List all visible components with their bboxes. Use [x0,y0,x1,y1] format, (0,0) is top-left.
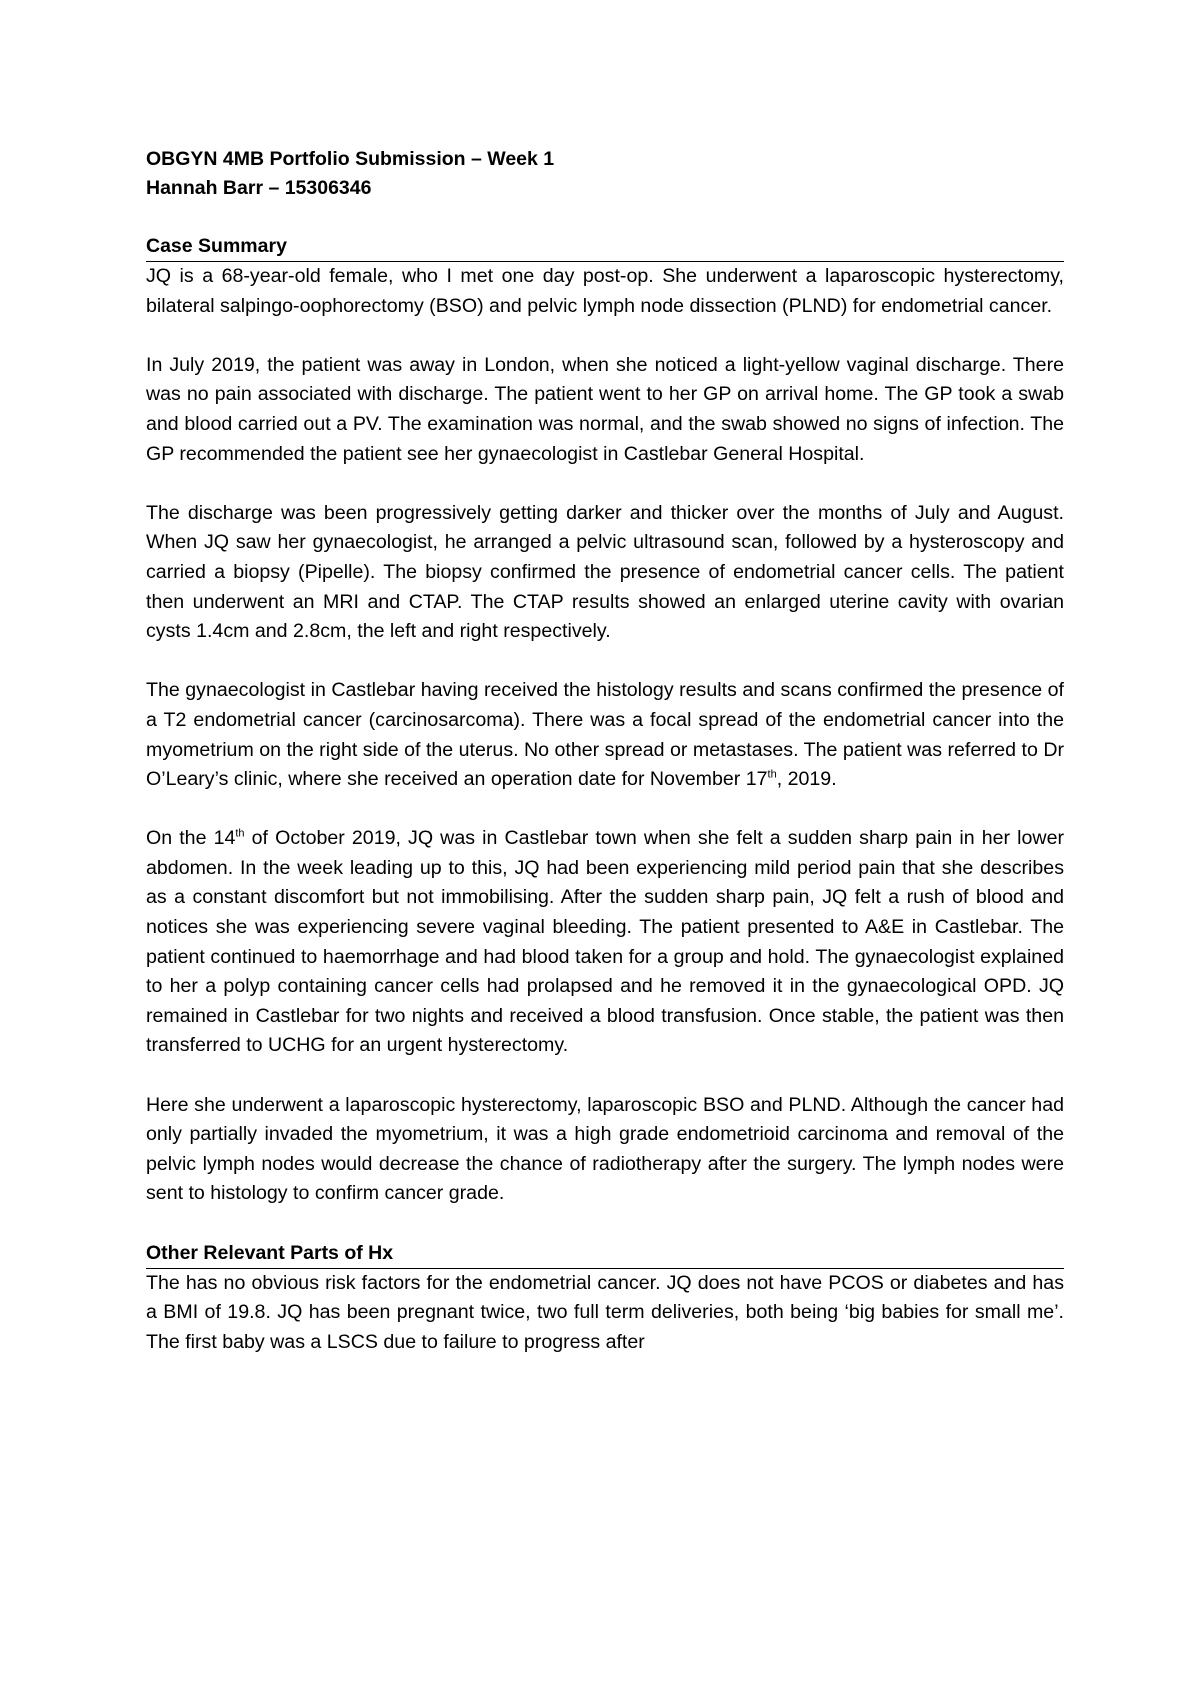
case-summary-paragraph-6: Here she underwent a laparoscopic hysterectomy, laparoscopic BSO and PLND. Although the cancer had only partially invaded the myometrium, it was a high grade endometrioid carcinoma and removal of the pelvic lymph nodes would decrease the chance of radiotherapy after the surgery. The lymph nodes were sent to histology to confirm cancer grade. [146,1093,1064,1205]
paragraph-5-start: On the 14 [146,827,236,850]
case-summary-paragraph-4 [146,676,1064,794]
paragraph-5-text: of October 2019, JQ was in Castlebar town when she felt a sudden sharp pain in her lower abdomen. In the week leading up to this, JQ had been experiencing mild period pain that she describes as a constant discomfort but not immobilising. After the sudden sharp pain, JQ felt a rush of blood and notices she was experiencing severe vaginal bleeding. The patient presented to A&E in Castlebar. The patient continued to haemorrhage and had blood taken for a group and hold. The gynaecologist explained to her a polyp containing cancer cells had prolapsed and he removed it in the gynaecological OPD. JQ remained in Castlebar for two nights and received a blood transfusion. Once stable, the patient was then transferred to UCHG for an urgent hysterectomy. [146,827,1064,1057]
paragraph-4-end: , 2019. [776,768,837,791]
case-summary-paragraph-3: The discharge was been progressively getting darker and thicker over the months of July and August. When JQ saw her gynaecologist, he arranged a pelvic ultrasound scan, followed by a hysteroscopy and carried a biopsy (Pipelle). The biopsy confirmed the presence of endometrial cancer cells. The patient then underwent an MRI and CTAP. The CTAP results showed an enlarged uterine cavity with ovarian cysts 1.4cm and 2.8cm, the left and right respectively. [146,501,1064,643]
ordinal-superscript: th [235,827,245,840]
paragraph-4-text: The gynaecologist in Castlebar having received the histology results and scans confirmed the presence of a T2 endometrial cancer (carcinosarcoma). There was a focal spread of the endometrial cancer into the myometrium on the right side of the uterus. No other spread or metastases. The patient was referred to Dr O’Leary’s clinic, where she received an operation date for November 17 [146,679,1064,791]
case-summary-paragraph-1: JQ is a 68-year-old female, who I met one day post-op. She underwent a laparoscopic hysterectomy, bilateral salpingo-oophorectomy (BSO) and pelvic lymph node dissection (PLND) for endometrial cancer. [146,265,1064,317]
case-summary-heading: Case Summary [146,232,1064,262]
document-content [146,145,1064,1357]
other-hx-paragraph-1: The has no obvious risk factors for the endometrial cancer. JQ does not have PCOS or diabetes and has a BMI of 19.8. JQ has been pregnant twice, two full term deliveries, both being ‘big babies for small me’. The first baby was a LSCS due to failure to progress after [146,1271,1064,1353]
author-line: Hannah Barr – 15306346 [146,177,372,199]
document-title: OBGYN 4MB Portfolio Submission – Week 1 [146,148,555,170]
other-hx-heading: Other Relevant Parts of Hx [146,1239,1064,1269]
ordinal-superscript: th [767,768,777,781]
case-summary-paragraph-5 [146,824,1064,1061]
case-summary-paragraph-2: In July 2019, the patient was away in London, when she noticed a light-yellow vaginal discharge. There was no pain associated with discharge. The patient went to her GP on arrival home. The GP took a swab and blood carried out a PV. The examination was normal, and the swab showed no signs of infection. The GP recommended the patient see her gynaecologist in Castlebar General Hospital. [146,353,1064,465]
